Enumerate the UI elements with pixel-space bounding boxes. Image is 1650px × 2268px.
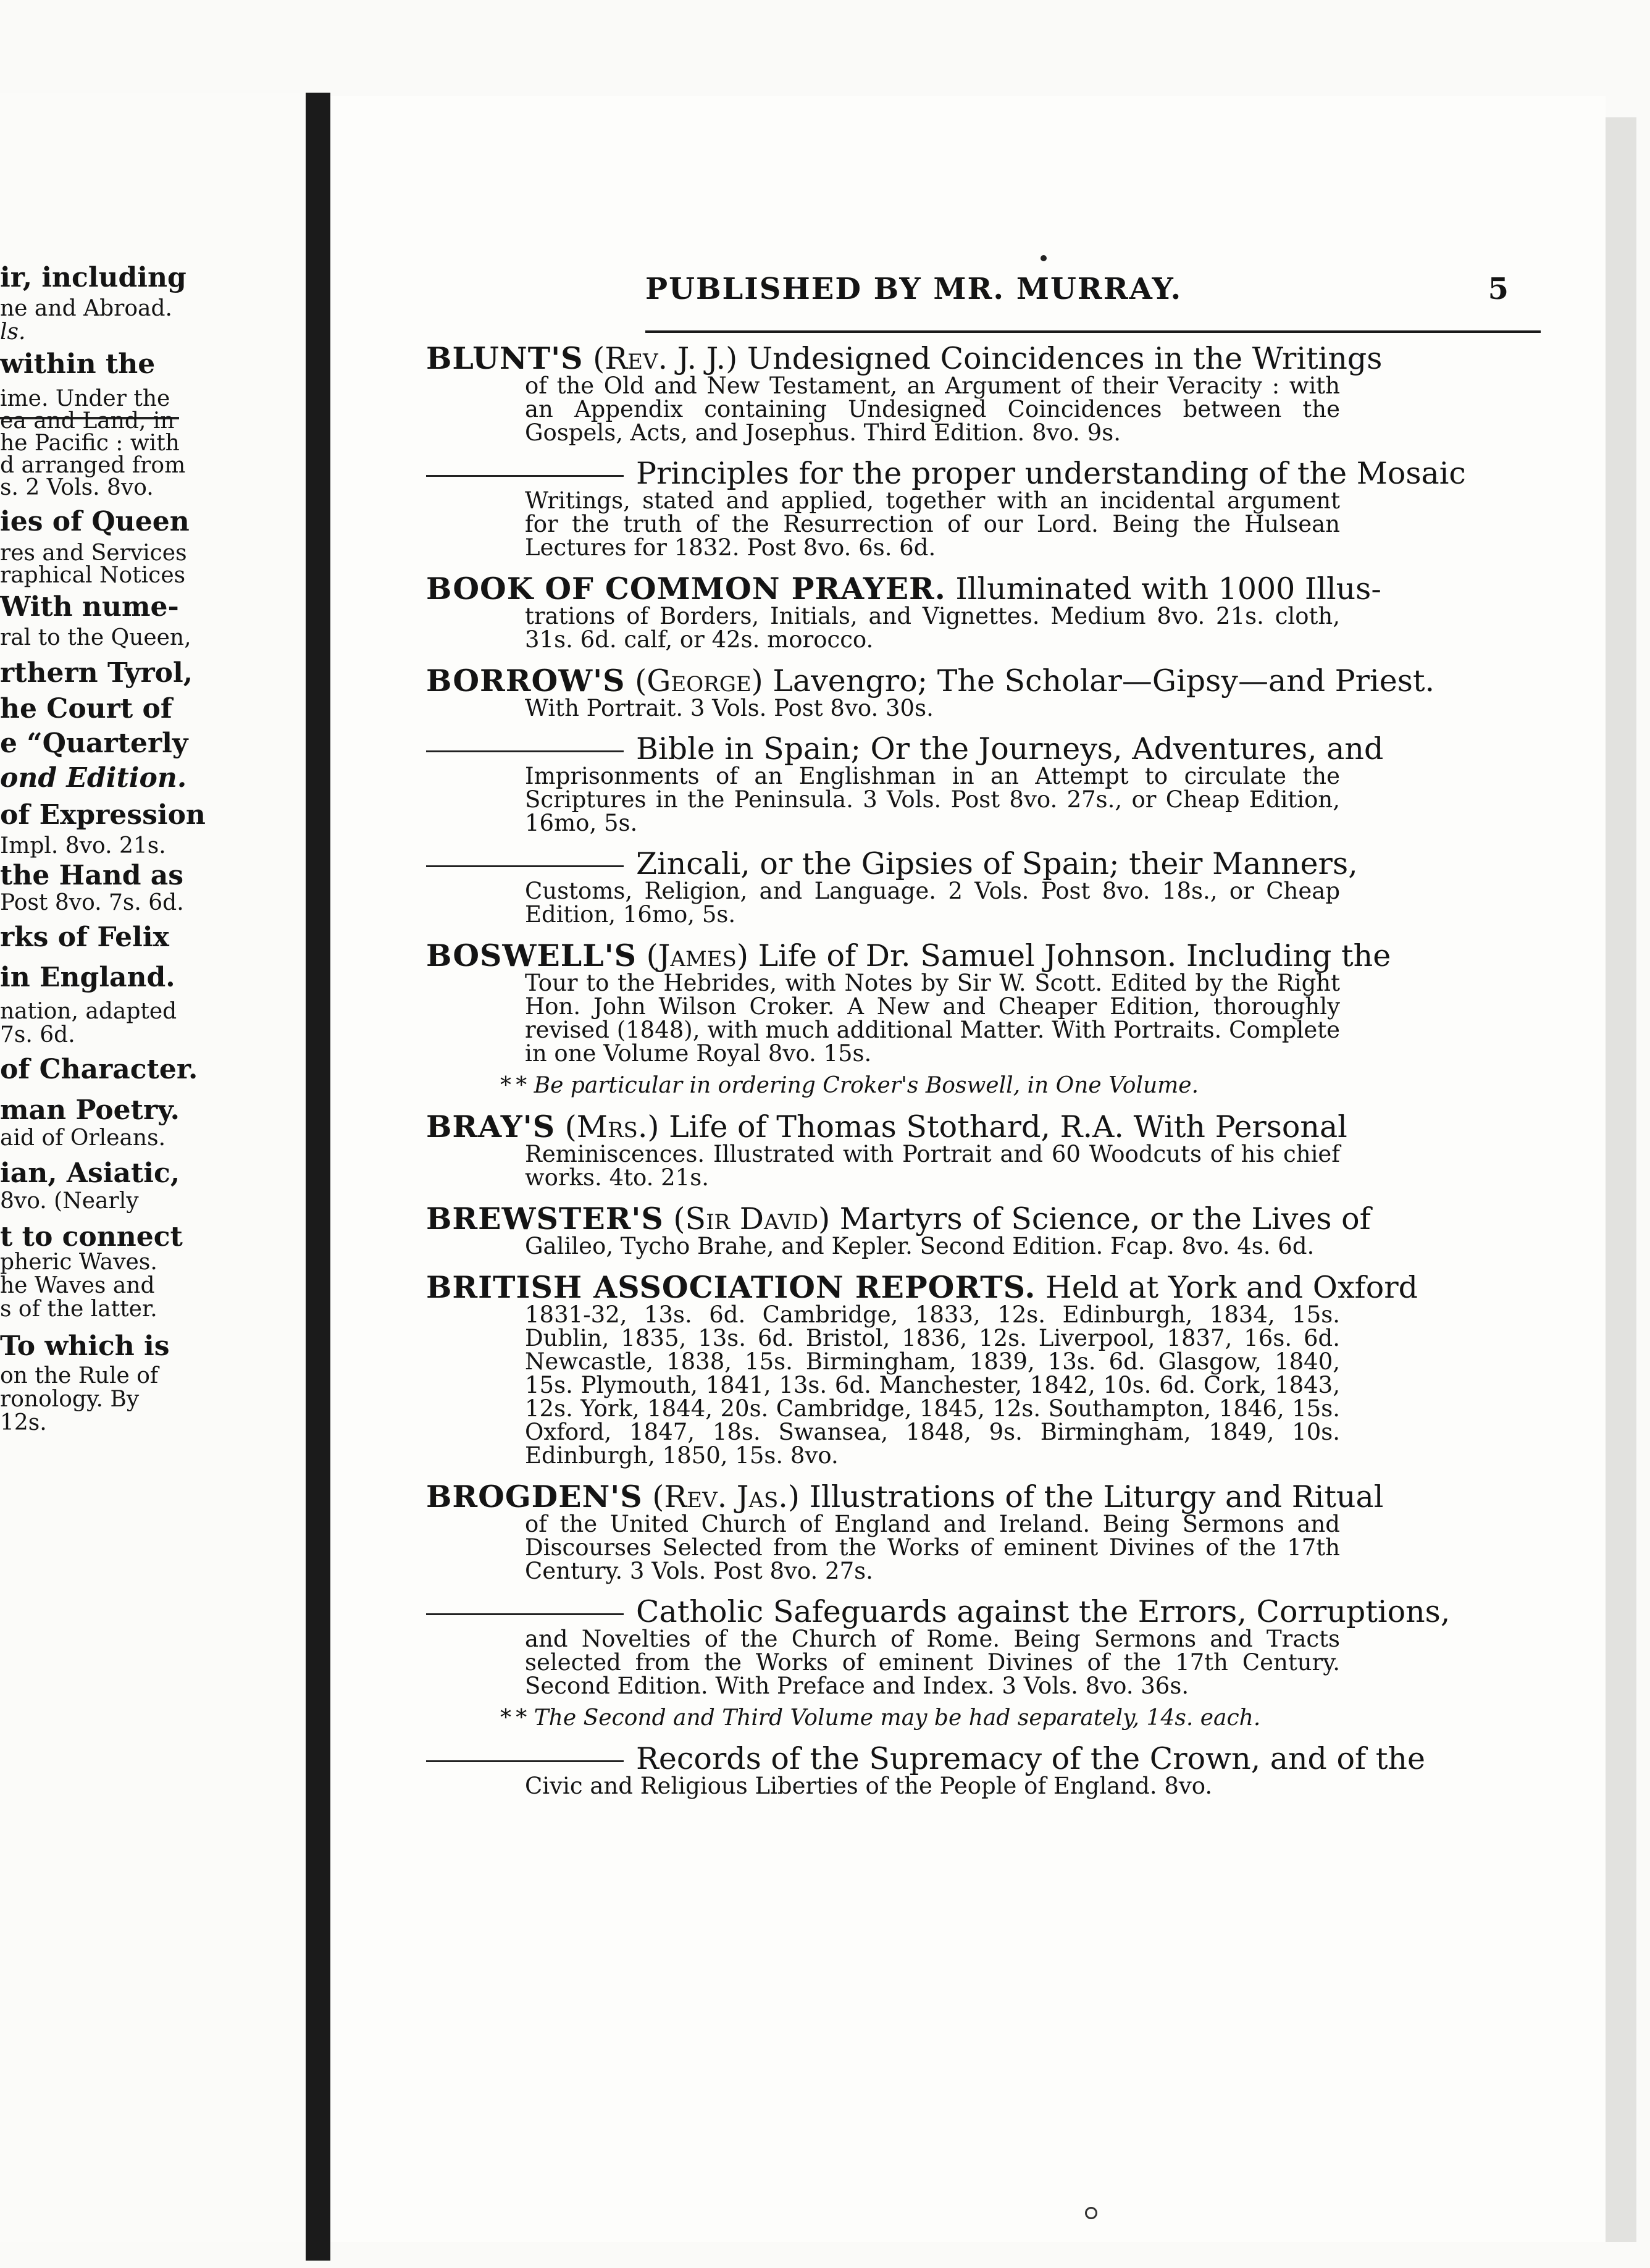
entry-heading	[426, 663, 1435, 699]
catalogue-entry	[426, 938, 1391, 1067]
entry-heading	[426, 1201, 1371, 1237]
page-edges	[1606, 117, 1636, 2242]
entry-title: Illustrations of the Liturgy and Ritual	[809, 1479, 1384, 1514]
ditto-rule	[426, 750, 624, 752]
facing-page-text: ea and Land, in	[0, 408, 175, 434]
facing-page-text: t to connect	[0, 1221, 183, 1253]
entry-note: * * Be particular in ordering Croker's Boswell, in One Volume.	[500, 1073, 1199, 1098]
entry-author-detail: (Rev. J. J.)	[593, 341, 738, 376]
entry-heading	[426, 1269, 1418, 1305]
facing-page-text: ime. Under the	[0, 386, 170, 411]
facing-page-text: Impl. 8vo. 21s.	[0, 833, 166, 859]
facing-page-text: ond Edition.	[0, 762, 187, 794]
entry-heading	[426, 938, 1391, 973]
facing-page-text: man Poetry.	[0, 1094, 180, 1126]
facing-page-text: in England.	[0, 962, 175, 993]
entry-description: Writings, stated and applied, together with an incidental argument for the truth of the Resurrection of our Lord. Being the Hulsean Lectures for 1832. Post 8vo. 6s. 6d.	[525, 487, 1340, 561]
entry-title: Bible in Spain; Or the Journeys, Adventures, and	[636, 731, 1384, 766]
catalogue-entry	[426, 340, 1383, 446]
entry-author-name: BOOK OF COMMON PRAYER.	[426, 571, 946, 607]
entry-heading	[426, 571, 1381, 607]
facing-page-fragment	[0, 93, 312, 2242]
entry-note: * * The Second and Third Volume may be had separately, 14s. each.	[500, 1705, 1261, 1731]
facing-page-text: on the Rule of	[0, 1363, 159, 1388]
entry-title: Life of Dr. Samuel Johnson. Including the	[758, 938, 1391, 973]
facing-page-text: 7s. 6d.	[0, 1022, 75, 1048]
page-number: 5	[1488, 272, 1510, 306]
entry-title: Principles for the proper understanding of the Mosaic	[636, 456, 1466, 491]
catalogue-entry	[426, 1479, 1384, 1584]
entry-author-detail: (Sir David)	[673, 1201, 831, 1237]
facing-page-text: Post 8vo. 7s. 6d.	[0, 890, 184, 915]
entry-author-detail: (Rev. Jas.)	[652, 1479, 800, 1514]
page-5	[330, 96, 1606, 2242]
facing-page-text: he Waves and	[0, 1273, 155, 1298]
facing-page-text: s. 2 Vols. 8vo.	[0, 475, 154, 500]
facing-page-text: e “Quarterly	[0, 728, 188, 759]
entry-heading	[426, 340, 1383, 376]
facing-page-text: pheric Waves.	[0, 1250, 157, 1275]
facing-page-text: of Character.	[0, 1054, 198, 1085]
ink-dot	[1041, 255, 1047, 261]
ditto-rule	[426, 865, 624, 867]
facing-page-text: he Court of	[0, 693, 172, 724]
entry-title: Illuminated with 1000 Illus-	[955, 571, 1381, 607]
entry-description: trations of Borders, Initials, and Vignettes. Medium 8vo. 21s. cloth, 31s. 6d. calf, or 42s. morocco.	[525, 603, 1340, 653]
running-title: PUBLISHED BY MR. MURRAY.	[645, 272, 1183, 306]
entry-author-detail: (James)	[646, 938, 749, 973]
ditto-rule	[426, 1613, 624, 1615]
entry-heading	[426, 1594, 1451, 1629]
entry-heading	[426, 1109, 1347, 1144]
entry-description: of the Old and New Testament, an Argument of their Veracity : with an Appendix containing Undesigned Coincidences between the Gospels, Acts, and Josephus. Third Edition. 8vo. 9s.	[525, 372, 1340, 446]
entry-author-name: BOSWELL'S	[426, 938, 637, 973]
catalogue-entry	[426, 1201, 1371, 1259]
catalogue-entry	[426, 1269, 1418, 1469]
entry-description: Imprisonments of an Englishman in an Attempt to circulate the Scriptures in the Peninsula. 3 Vols. Post 8vo. 27s., or Cheap Edition, 16mo, 5s.	[525, 763, 1340, 836]
facing-page-text: d arranged from	[0, 453, 186, 478]
catalogue-entry	[426, 1741, 1425, 1799]
entry-description: 1831-32, 13s. 6d. Cambridge, 1833, 12s. Edinburgh, 1834, 15s. Dublin, 1835, 13s. 6d. Bristol, 1836, 12s. Liverpool, 1837, 16s. 6d. Newcastle, 1838, 15s. Birmingham, 1839, 13s. 6d. Glasgow, 1840, 15s. Plymouth, 1841, 13s. 6d. Manchester, 1842, 10s. 6d. Cork, 1843, 12s. York, 1844, 20s. Cambridge, 1845, 12s. Southampton, 1846, 15s. Oxford, 1847, 18s. Swansea, 1848, 9s. Birmingham, 1849, 10s. Edinburgh, 1850, 15s. 8vo.	[525, 1301, 1340, 1469]
entry-title: Life of Thomas Stothard, R.A. With Personal	[669, 1109, 1347, 1144]
facing-page-text: ian, Asiatic,	[0, 1157, 180, 1189]
entry-description: and Novelties of the Church of Rome. Being Sermons and Tracts selected from the Works of eminent Divines of the 17th Century. Second Edition. With Preface and Index. 3 Vols. 8vo. 36s.	[525, 1626, 1340, 1699]
catalogue-entry	[426, 846, 1358, 928]
facing-page-text: With nume-	[0, 591, 179, 623]
entry-author-name: BROGDEN'S	[426, 1479, 643, 1514]
bottom-ornament	[1085, 2207, 1097, 2219]
facing-page-text: nation, adapted	[0, 999, 177, 1024]
entry-heading	[426, 1479, 1384, 1514]
entry-author-name: BRITISH ASSOCIATION REPORTS.	[426, 1269, 1036, 1305]
entry-heading	[426, 731, 1384, 766]
running-head	[645, 272, 1510, 327]
entry-description: of the United Church of England and Ireland. Being Sermons and Discourses Selected from the Works of eminent Divines of the 17th Century. 3 Vols. Post 8vo. 27s.	[525, 1511, 1340, 1584]
facing-page-text: ne and Abroad.	[0, 296, 172, 321]
entry-title: Zincali, or the Gipsies of Spain; their Manners,	[636, 846, 1358, 881]
facing-page-text: rthern Tyrol,	[0, 657, 193, 689]
entry-description: Reminiscences. Illustrated with Portrait and 60 Woodcuts of his chief works. 4to. 21s.	[525, 1141, 1340, 1191]
entry-heading	[426, 846, 1358, 881]
facing-page-text: the Hand as	[0, 860, 184, 891]
facing-page-text: To which is	[0, 1330, 170, 1362]
entry-title: Held at York and Oxford	[1045, 1270, 1418, 1305]
catalogue-entry	[426, 731, 1384, 836]
facing-page-text: ronology. By	[0, 1387, 140, 1412]
book-spine	[306, 93, 330, 2261]
facing-page-text: s of the latter.	[0, 1296, 157, 1322]
facing-page-text: within the	[0, 348, 156, 380]
facing-page-text: ir, including	[0, 262, 186, 293]
facing-page-text: ls.	[0, 319, 26, 345]
catalogue-entry	[426, 571, 1381, 653]
catalogue-entry	[426, 663, 1435, 721]
entry-title: Martyrs of Science, or the Lives of	[839, 1201, 1371, 1237]
facing-page-text: 12s.	[0, 1410, 47, 1435]
facing-page-text: of Expression	[0, 799, 206, 831]
entry-description: With Portrait. 3 Vols. Post 8vo. 30s.	[525, 695, 934, 721]
facing-page-text: aid of Orleans.	[0, 1125, 166, 1151]
ditto-rule	[426, 475, 624, 477]
entry-author-name: BORROW'S	[426, 663, 626, 699]
facing-page-text: res and Services	[0, 540, 187, 566]
facing-page-text: rks of Felix	[0, 922, 169, 953]
facing-page-text: ies of Queen	[0, 506, 190, 537]
entry-description: Galileo, Tycho Brahe, and Kepler. Second Edition. Fcap. 8vo. 4s. 6d.	[525, 1233, 1315, 1259]
entry-description: Tour to the Hebrides, with Notes by Sir W. Scott. Edited by the Right Hon. John Wilson Croker. A New and Cheaper Edition, thoroughly revised (1848), with much additional Matter. With Portraits. Complete in one Volume Royal 8vo. 15s.	[525, 970, 1340, 1067]
entry-author-detail: (Mrs.)	[564, 1109, 660, 1144]
header-rule	[645, 330, 1541, 333]
entry-description: Customs, Religion, and Language. 2 Vols. Post 8vo. 18s., or Cheap Edition, 16mo, 5s.	[525, 878, 1340, 928]
catalogue-list	[426, 340, 1466, 1812]
entry-title: Undesigned Coincidences in the Writings	[747, 341, 1383, 376]
catalogue-entry	[426, 1109, 1347, 1191]
entry-title: Records of the Supremacy of the Crown, and of the	[636, 1741, 1425, 1776]
entry-heading	[426, 1741, 1425, 1776]
facing-page-text: 8vo. (Nearly	[0, 1188, 139, 1214]
facing-page-text: he Pacific : with	[0, 430, 180, 456]
ditto-rule	[426, 1760, 624, 1762]
entry-author-detail: (George)	[635, 663, 763, 699]
entry-author-name: BRAY'S	[426, 1109, 556, 1144]
facing-page-text: raphical Notices	[0, 563, 186, 588]
entry-title: Lavengro; The Scholar—Gipsy—and Priest.	[773, 663, 1435, 699]
entry-title: Catholic Safeguards against the Errors, Corruptions,	[636, 1594, 1451, 1629]
catalogue-entry	[426, 1594, 1451, 1699]
entry-description: Civic and Religious Liberties of the People of England. 8vo.	[525, 1773, 1213, 1799]
entry-heading	[426, 456, 1466, 491]
entry-author-name: BLUNT'S	[426, 340, 584, 376]
facing-page-text: ral to the Queen,	[0, 625, 191, 650]
entry-author-name: BREWSTER'S	[426, 1201, 664, 1237]
catalogue-entry	[426, 456, 1466, 561]
